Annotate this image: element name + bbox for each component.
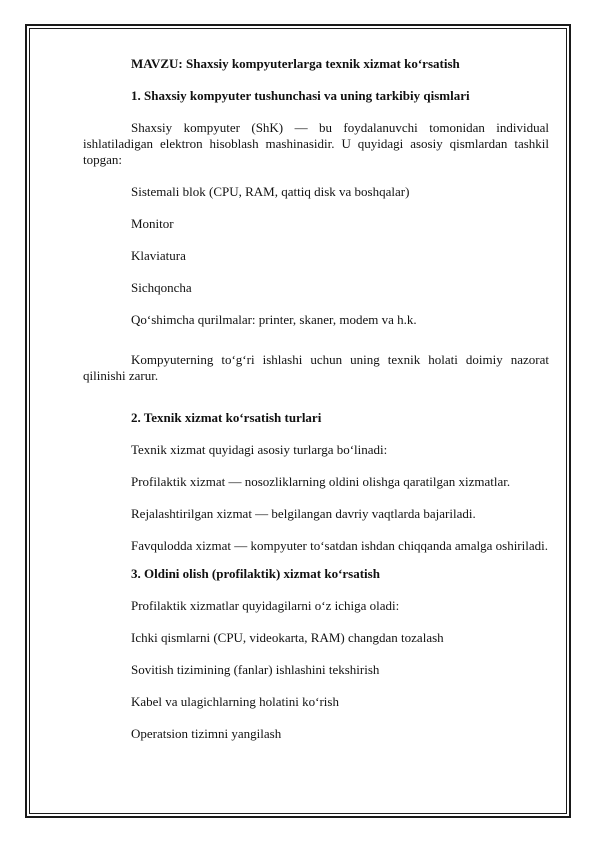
section-1-item: Sistemali blok (CPU, RAM, qattiq disk va boshqalar)	[131, 184, 410, 199]
section-2-item: Rejalashtirilgan xizmat — belgilangan davriy vaqtlarda bajariladi.	[131, 506, 476, 521]
section-1-note: Kompyuterning to‘g‘ri ishlashi uchun uning texnik holati doimiy nazorat qilinishi zarur.	[83, 352, 549, 383]
section-1-heading: 1. Shaxsiy kompyuter tushunchasi va uning tarkibiy qismlari	[131, 88, 470, 103]
section-3-intro: Profilaktik xizmatlar quyidagilarni o‘z ichiga oladi:	[131, 598, 400, 613]
section-2-item: Profilaktik xizmat — nosozliklarning oldini olishga qaratilgan xizmatlar.	[131, 474, 511, 489]
document-body	[83, 56, 549, 758]
section-1-intro: Shaxsiy kompyuter (ShK) — bu foydalanuvchi tomonidan individual ishlatiladigan elektron hisoblash mashinasidir. U quyidagi asosiy qismlardan tashkil topgan:	[83, 120, 549, 167]
section-3-heading: 3. Oldini olish (profilaktik) xizmat ko‘rsatish	[131, 566, 380, 581]
section-3-item: Ichki qismlarni (CPU, videokarta, RAM) changdan tozalash	[131, 630, 444, 645]
section-3-item: Operatsion tizimni yangilash	[131, 726, 282, 741]
section-1-item: Klaviatura	[131, 248, 186, 263]
section-2-intro: Texnik xizmat quyidagi asosiy turlarga bo‘linadi:	[131, 442, 388, 457]
topic-title: MAVZU: Shaxsiy kompyuterlarga texnik xizmat ko‘rsatish	[131, 56, 460, 71]
section-3-item: Kabel va ulagichlarning holatini ko‘rish	[131, 694, 339, 709]
section-1-item: Qo‘shimcha qurilmalar: printer, skaner, modem va h.k.	[131, 312, 417, 327]
section-3-item: Sovitish tizimining (fanlar) ishlashini tekshirish	[131, 662, 380, 677]
section-2-heading: 2. Texnik xizmat ko‘rsatish turlari	[131, 410, 322, 425]
section-1-item: Sichqoncha	[131, 280, 192, 295]
section-1-item: Monitor	[131, 216, 174, 231]
section-2-item: Favqulodda xizmat — kompyuter to‘satdan ishdan chiqqanda amalga oshiriladi.	[131, 538, 548, 553]
